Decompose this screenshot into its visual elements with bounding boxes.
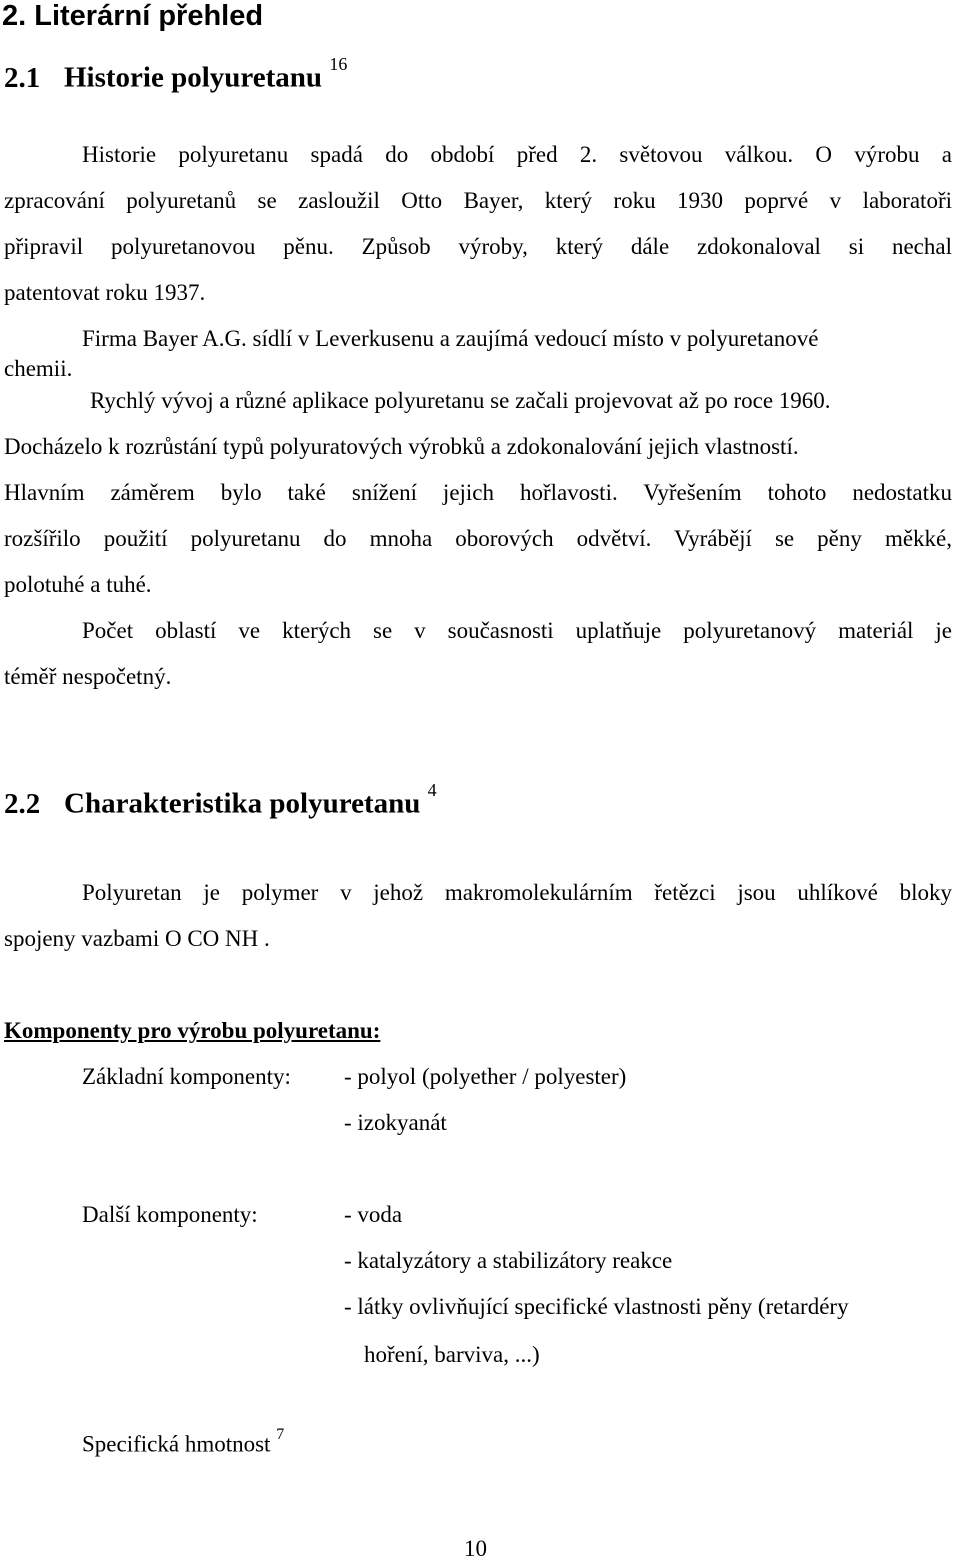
section-heading-2-2 — [4, 780, 437, 821]
paragraph-line: Hlavním záměrem bylo také snížení jejich hořlavosti. Vyřešením tohoto nedostatku — [4, 480, 952, 505]
basic-components-label: Základní komponenty: — [82, 1064, 291, 1089]
page-number: 10 — [464, 1536, 487, 1561]
paragraph-line: Docházelo k rozrůstání typů polyuratových výrobků a zdokonalování jejich vlastností. — [4, 434, 799, 459]
paragraph-line: rozšířilo použití polyuretanu do mnoha oborových odvětví. Vyrábějí se pěny měkké, — [4, 526, 952, 551]
other-component-item: - voda — [344, 1202, 403, 1227]
paragraph-line: téměř nespočetný. — [4, 664, 172, 689]
section-heading-2-1 — [4, 54, 348, 95]
paragraph-line: Rychlý vývoj a různé aplikace polyuretanu se začali projevovat až po roce 1960. — [90, 388, 831, 413]
section-reference: 16 — [329, 54, 348, 74]
paragraph-line: připravil polyuretanovou pěnu. Způsob výroby, který dále zdokonaloval si nechal — [4, 234, 952, 259]
section-number: 2.2 — [4, 787, 41, 820]
paragraph-line: zpracování polyuretanů se zasloužil Otto Bayer, který roku 1930 poprvé v laboratoři — [4, 188, 952, 213]
section-reference: 4 — [427, 780, 437, 800]
chapter-title: 2. Literární přehled — [2, 0, 264, 32]
paragraph-line: polotuhé a tuhé. — [4, 572, 152, 597]
paragraph-line: chemii. — [4, 356, 73, 381]
section-title: Historie polyuretanu — [64, 61, 323, 94]
specific-density-reference: 7 — [276, 1426, 285, 1443]
other-components-label: Další komponenty: — [82, 1202, 258, 1227]
components-heading: Komponenty pro výrobu polyuretanu: — [4, 1018, 381, 1043]
other-component-item: - látky ovlivňující specifické vlastnosti pěny (retardéry — [344, 1294, 849, 1319]
other-component-item: hoření, barviva, ...) — [364, 1342, 540, 1367]
specific-density-label: Specifická hmotnost — [82, 1431, 271, 1457]
section-number: 2.1 — [4, 61, 41, 94]
paragraph-line: Polyuretan je polymer v jehož makromolekulárním řetězci jsou uhlíkové bloky — [82, 880, 952, 905]
paragraph-line: Firma Bayer A.G. sídlí v Leverkusenu a zaujímá vedoucí místo v polyuretanové — [82, 326, 819, 351]
section-title: Charakteristika polyuretanu — [64, 787, 421, 820]
paragraph-line: patentovat roku 1937. — [4, 280, 206, 305]
paragraph-line: Historie polyuretanu spadá do období před 2. světovou válkou. O výrobu a — [82, 142, 952, 167]
paragraph-line: Počet oblastí ve kterých se v současnosti uplatňuje polyuretanový materiál je — [82, 618, 952, 643]
basic-component-item: - polyol (polyether / polyester) — [344, 1064, 627, 1089]
other-component-item: - katalyzátory a stabilizátory reakce — [344, 1248, 673, 1273]
basic-component-item: - izokyanát — [344, 1110, 447, 1135]
specific-density-heading — [82, 1426, 285, 1458]
paragraph-line: spojeny vazbami O CO NH . — [4, 926, 270, 951]
